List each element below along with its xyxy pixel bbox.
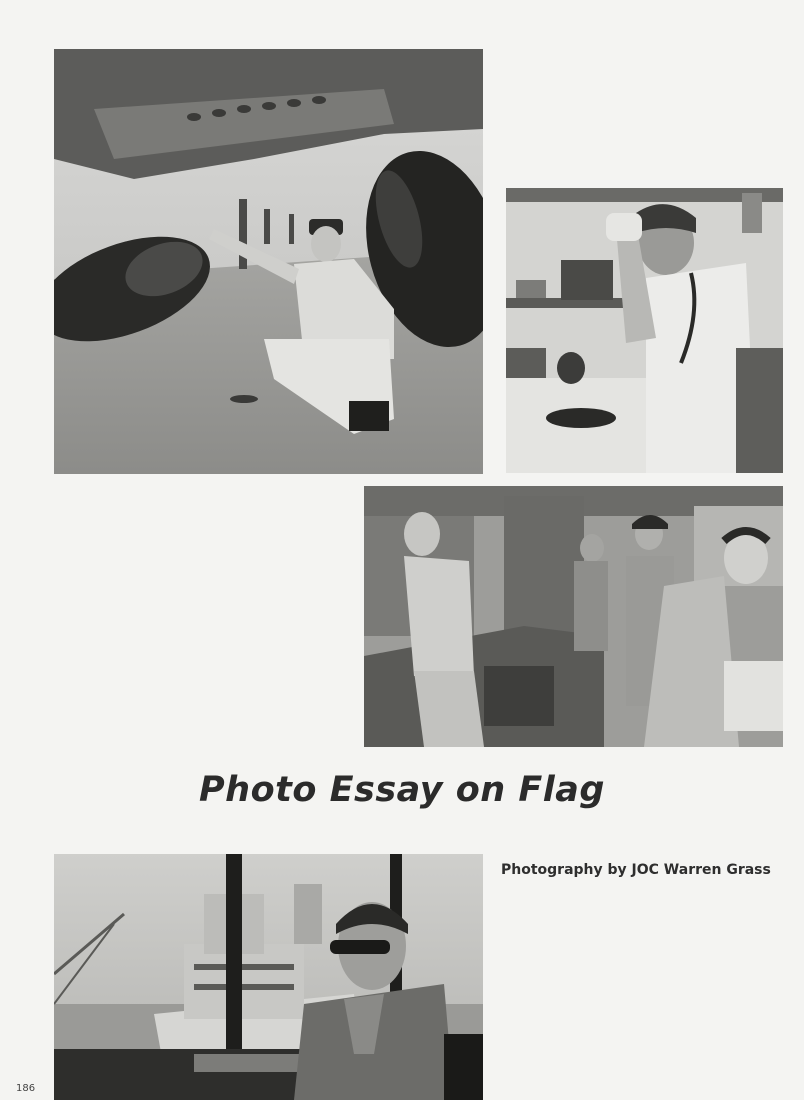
photo-galley-cook [506, 188, 783, 473]
page-title: Photo Essay on Flag [199, 770, 605, 810]
page-number: 186 [16, 1083, 36, 1094]
photo-operations-room [364, 486, 783, 747]
photo-flight-deck-officer [54, 49, 483, 474]
photo-credit: Photography by JOC Warren Grass [501, 862, 771, 878]
photo-bridge-officer [54, 854, 483, 1100]
